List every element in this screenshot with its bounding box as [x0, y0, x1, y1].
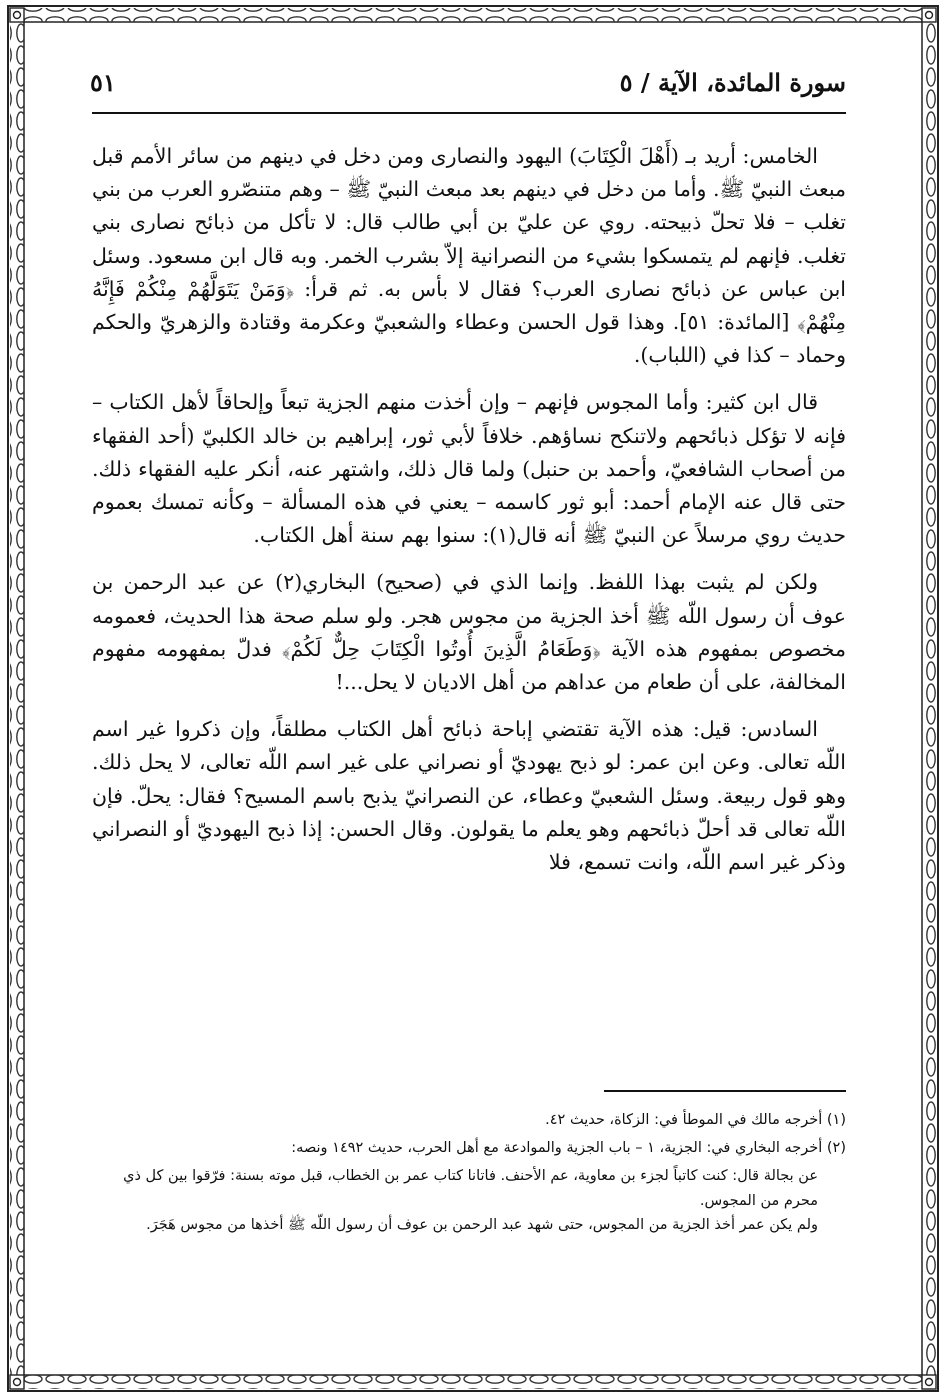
- running-header: [90, 68, 846, 108]
- header-divider: [92, 112, 846, 114]
- paragraph: الخامس: أريد بـ (أَهْلَ الْكِتَابَ) اليهود والنصارى ومن دخل في دينهم من سائر الأمم قبل مبعث النبيّ ﷺ. وأما من دخل في دينهم بعد مبعث النبيّ ﷺ – وهم متنصّرو العرب من بني تغلب – فلا تحلّ ذبيحته. روي عن عليّ بن أبي طالب قال: لا تأكل من ذبائح نصارى بني تغلب. فإنهم لم يتمسكوا بشيء من النصرانية إلاّ بشرب الخمر. وبه قال ابن مسعود. وسئل ابن عباس عن ذبائح نصارى العرب؟ فقال لا بأس به. ثم قرأ: ﴿وَمَنْ يَتَوَلَّهُمْ مِنْكُمْ فَإِنَّهُ مِنْهُمْ﴾ [المائدة: ٥١]. وهذا قول الحسن وعطاء والشعبيّ وعكرمة وقتادة والزهريّ والحكم وحماد – كذا في (اللباب).: [92, 144, 846, 368]
- paragraph: قال ابن كثير: وأما المجوس فإنهم – وإن أخذت منهم الجزية تبعاً وإلحاقاً لأهل الكتاب – فإنه لا تؤكل ذبائحهم ولاتنكح نساؤهم. خلافاً لأبي ثور، إبراهيم بن خالد الكلبيّ (أحد الفقهاء من أصحاب الشافعيّ، وأحمد بن حنبل) ولما قال ذلك، واشتهر عنه، أنكر عليه الفقهاء ذلك. حتى قال عنه الإمام أحمد: أبو ثور كاسمه – يعني في هذه المسألة – وكأنه تمسك بعموم حديث روي مرسلاً عن النبيّ ﷺ أنه قال(١): سنوا بهم سنة أهل الكتاب.: [92, 390, 846, 548]
- footnotes: [92, 1108, 846, 1237]
- footnote-2-continuation: عن بجالة قال: كنت كاتباً لجزء بن معاوية، عم الأحنف. فاتانا كتاب عمر بن الخطاب، قبل موته بسنة: فرّقوا بين كل ذي محرم من المجوس.: [123, 1168, 818, 1209]
- footnote-2: (٢) أخرجه البخاري في: الجزية، ١ – باب الجزية والموادعة مع أهل الحرب، حديث ١٤٩٢ ونصه:: [291, 1140, 846, 1157]
- page-number: ٥١: [90, 68, 116, 97]
- footnote-1: (١) أخرجه مالك في الموطأ في: الزكاة، حديث ٤٢.: [545, 1112, 846, 1128]
- main-text: [92, 140, 846, 893]
- header-title: سورة المائدة، الآية / ٥: [619, 68, 846, 97]
- footnote-2-continuation: ولم يكن عمر أخذ الجزية من المجوس، حتى شهد عبد الرحمن بن عوف أن رسول اللّه ﷺ أخذها من مجوس هَجَرَ.: [146, 1216, 818, 1233]
- paragraph: السادس: قيل: هذه الآية تقتضي إباحة ذبائح أهل الكتاب مطلقاً، وإن ذكروا غير اسم اللّه تعالى. وعن ابن عمر: لو ذبح يهوديّ أو نصراني على غير اسم اللّه تعالى، لا يحل ذلك. وهو قول ربيعة. وسئل الشعبيّ وعطاء، عن النصرانيّ يذبح باسم المسيح؟ فقال: يحلّ. فإن اللّه تعالى قد أحلّ ذبائحهم وهو يعلم ما يقولون. وقال الحسن: إذا ذبح اليهوديّ أو النصراني وذكر غير اسم اللّه، وانت تسمع، فلا: [92, 717, 846, 875]
- footnote-divider: [604, 1090, 846, 1092]
- paragraph: ولكن لم يثبت بهذا اللفظ. وإنما الذي في (صحيح) البخاري(٢) عن عبد الرحمن بن عوف أن رسول اللّه ﷺ أخذ الجزية من مجوس هجر. ولو سلم صحة هذا الحديث، فعمومه مخصوص بمفهوم هذه الآية ﴿وَطَعَامُ الَّذِينَ أُوتُوا الْكِتَابَ حِلٌّ لَكُمْ﴾ فدلّ بمفهومه مفهوم المخالفة، على أن طعام من عداهم من أهل الاديان لا يحل...!: [92, 570, 846, 695]
